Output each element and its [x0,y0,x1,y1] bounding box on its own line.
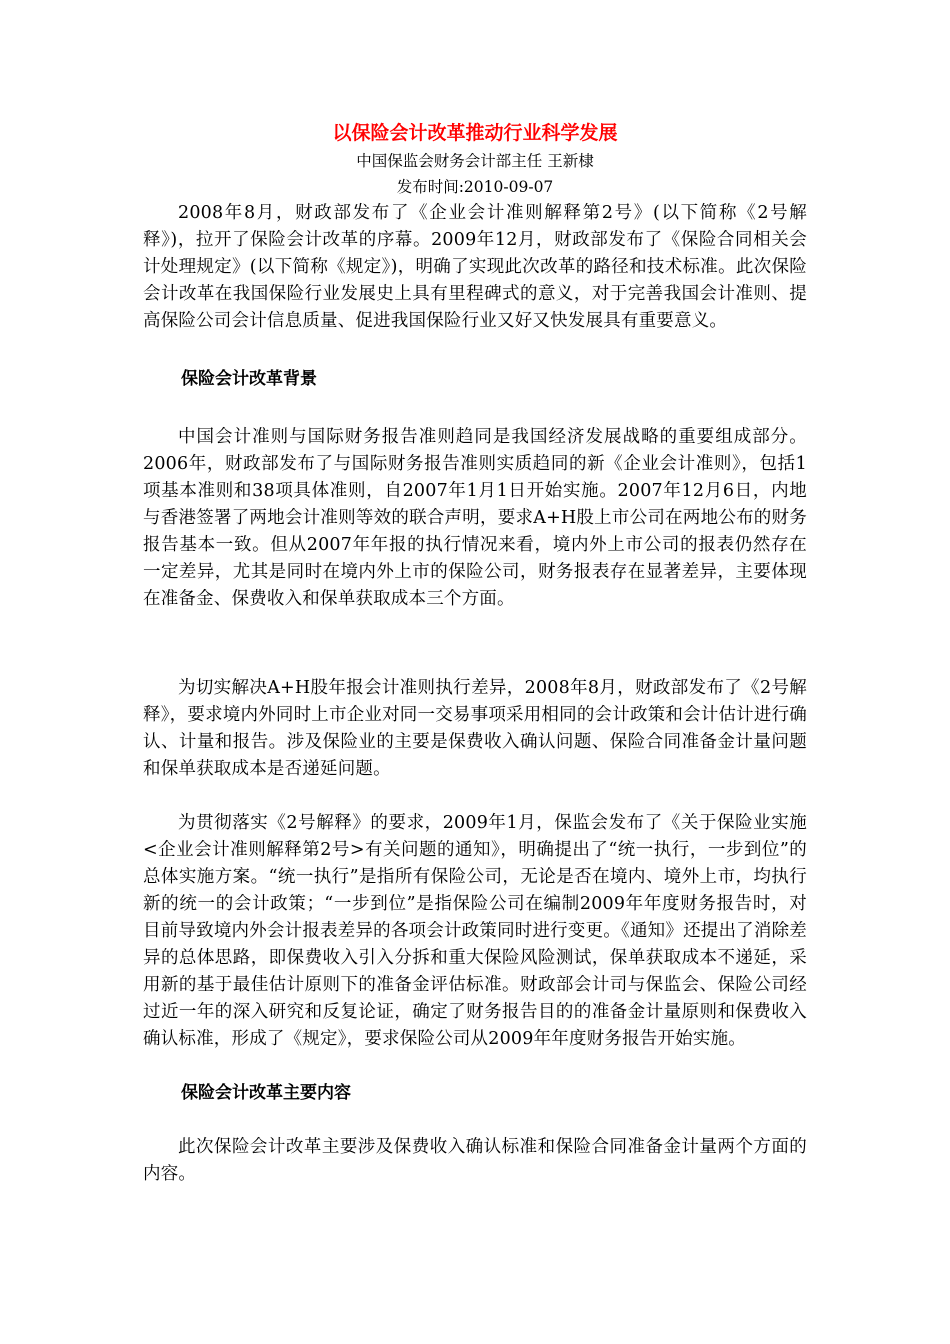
intro-paragraph: 2008年8月，财政部发布了《企业会计准则解释第2号》(以下简称《2号解释》)，拉开了保险会计改革的序幕。2009年12月，财政部发布了《保险合同相关会计处理规定》(以下简称《规定》)，明确了实现此次改革的路径和技术标准。此次保险会计改革在我国保险行业发展史上具有里程碑式的意义，对于完善我国会计准则、提高保险公司会计信息质量、促进我国保险行业又好又快发展具有重要意义。 [143,203,807,331]
spacer [143,1053,807,1080]
content-paragraph-1: 此次保险会计改革主要涉及保费收入确认标准和保险合同准备金计量两个方面的内容。 [143,1137,807,1184]
spacer [143,613,807,675]
article-date: 发布时间:2010-09-07 [396,178,554,196]
article-title: 以保险会计改革推动行业科学发展 [332,122,618,144]
spacer [143,335,807,366]
background-paragraph-2: 为切实解决A+H股年报会计准则执行差异，2008年8月，财政部发布了《2号解释》，要求境内外同时上市企业对同一交易事项采用相同的会计政策和会计估计进行确认、计量和报告。涉及保险业的主要是保费收入确认问题、保险合同准备金计量问题和保单获取成本是否递延问题。 [143,678,807,779]
background-paragraph-1: 中国会计准则与国际财务报告准则趋同是我国经济发展战略的重要组成部分。2006年，财政部发布了与国际财务报告准则实质趋同的新《企业会计准则》，包括1项基本准则和38项具体准则，自2007年1月1日开始实施。2007年12月6日，内地与香港签署了两地会计准则等效的联合声明，要求A+H股上市公司在两地公布的财务报告基本一致。但从2007年年报的执行情况来看，境内外上市公司的报表仍然存在一定差异，尤其是同时在境内外上市的保险公司，财务报表存在显著差异，主要体现在准备金、保费收入和保单获取成本三个方面。 [143,427,807,609]
spacer [143,783,807,810]
document-page [143,118,807,1188]
article-author: 中国保监会财务会计部主任 王新棣 [356,152,594,170]
background-paragraph-3: 为贯彻落实《2号解释》的要求，2009年1月，保监会发布了《关于保险业实施<企业会计准则解释第2号>有关问题的通知》，明确提出了“统一执行，一步到位”的总体实施方案。“统一执行”是指所有保险公司，无论是否在境内、境外上市，均执行新的统一的会计政策；“一步到位”是指保险公司在编制2009年年度财务报告时，对目前导致境内外会计报表差异的各项会计政策同时进行变更。《通知》还提出了消除差异的总体思路，即保费收入引入分拆和重大保险风险测试，保单获取成本不递延，采用新的基于最佳估计原则下的准备金评估标准。财政部会计司与保监会、保险公司经过近一年的深入研究和反复论证，确定了财务报告目的的准备金计量原则和保费收入确认标准，形成了《规定》，要求保险公司从2009年年度财务报告开始实施。 [143,813,807,1049]
spacer [143,1107,807,1134]
section-heading-content: 保险会计改革主要内容 [181,1083,351,1103]
section-heading-background: 保险会计改革背景 [181,369,317,389]
spacer [143,393,807,424]
